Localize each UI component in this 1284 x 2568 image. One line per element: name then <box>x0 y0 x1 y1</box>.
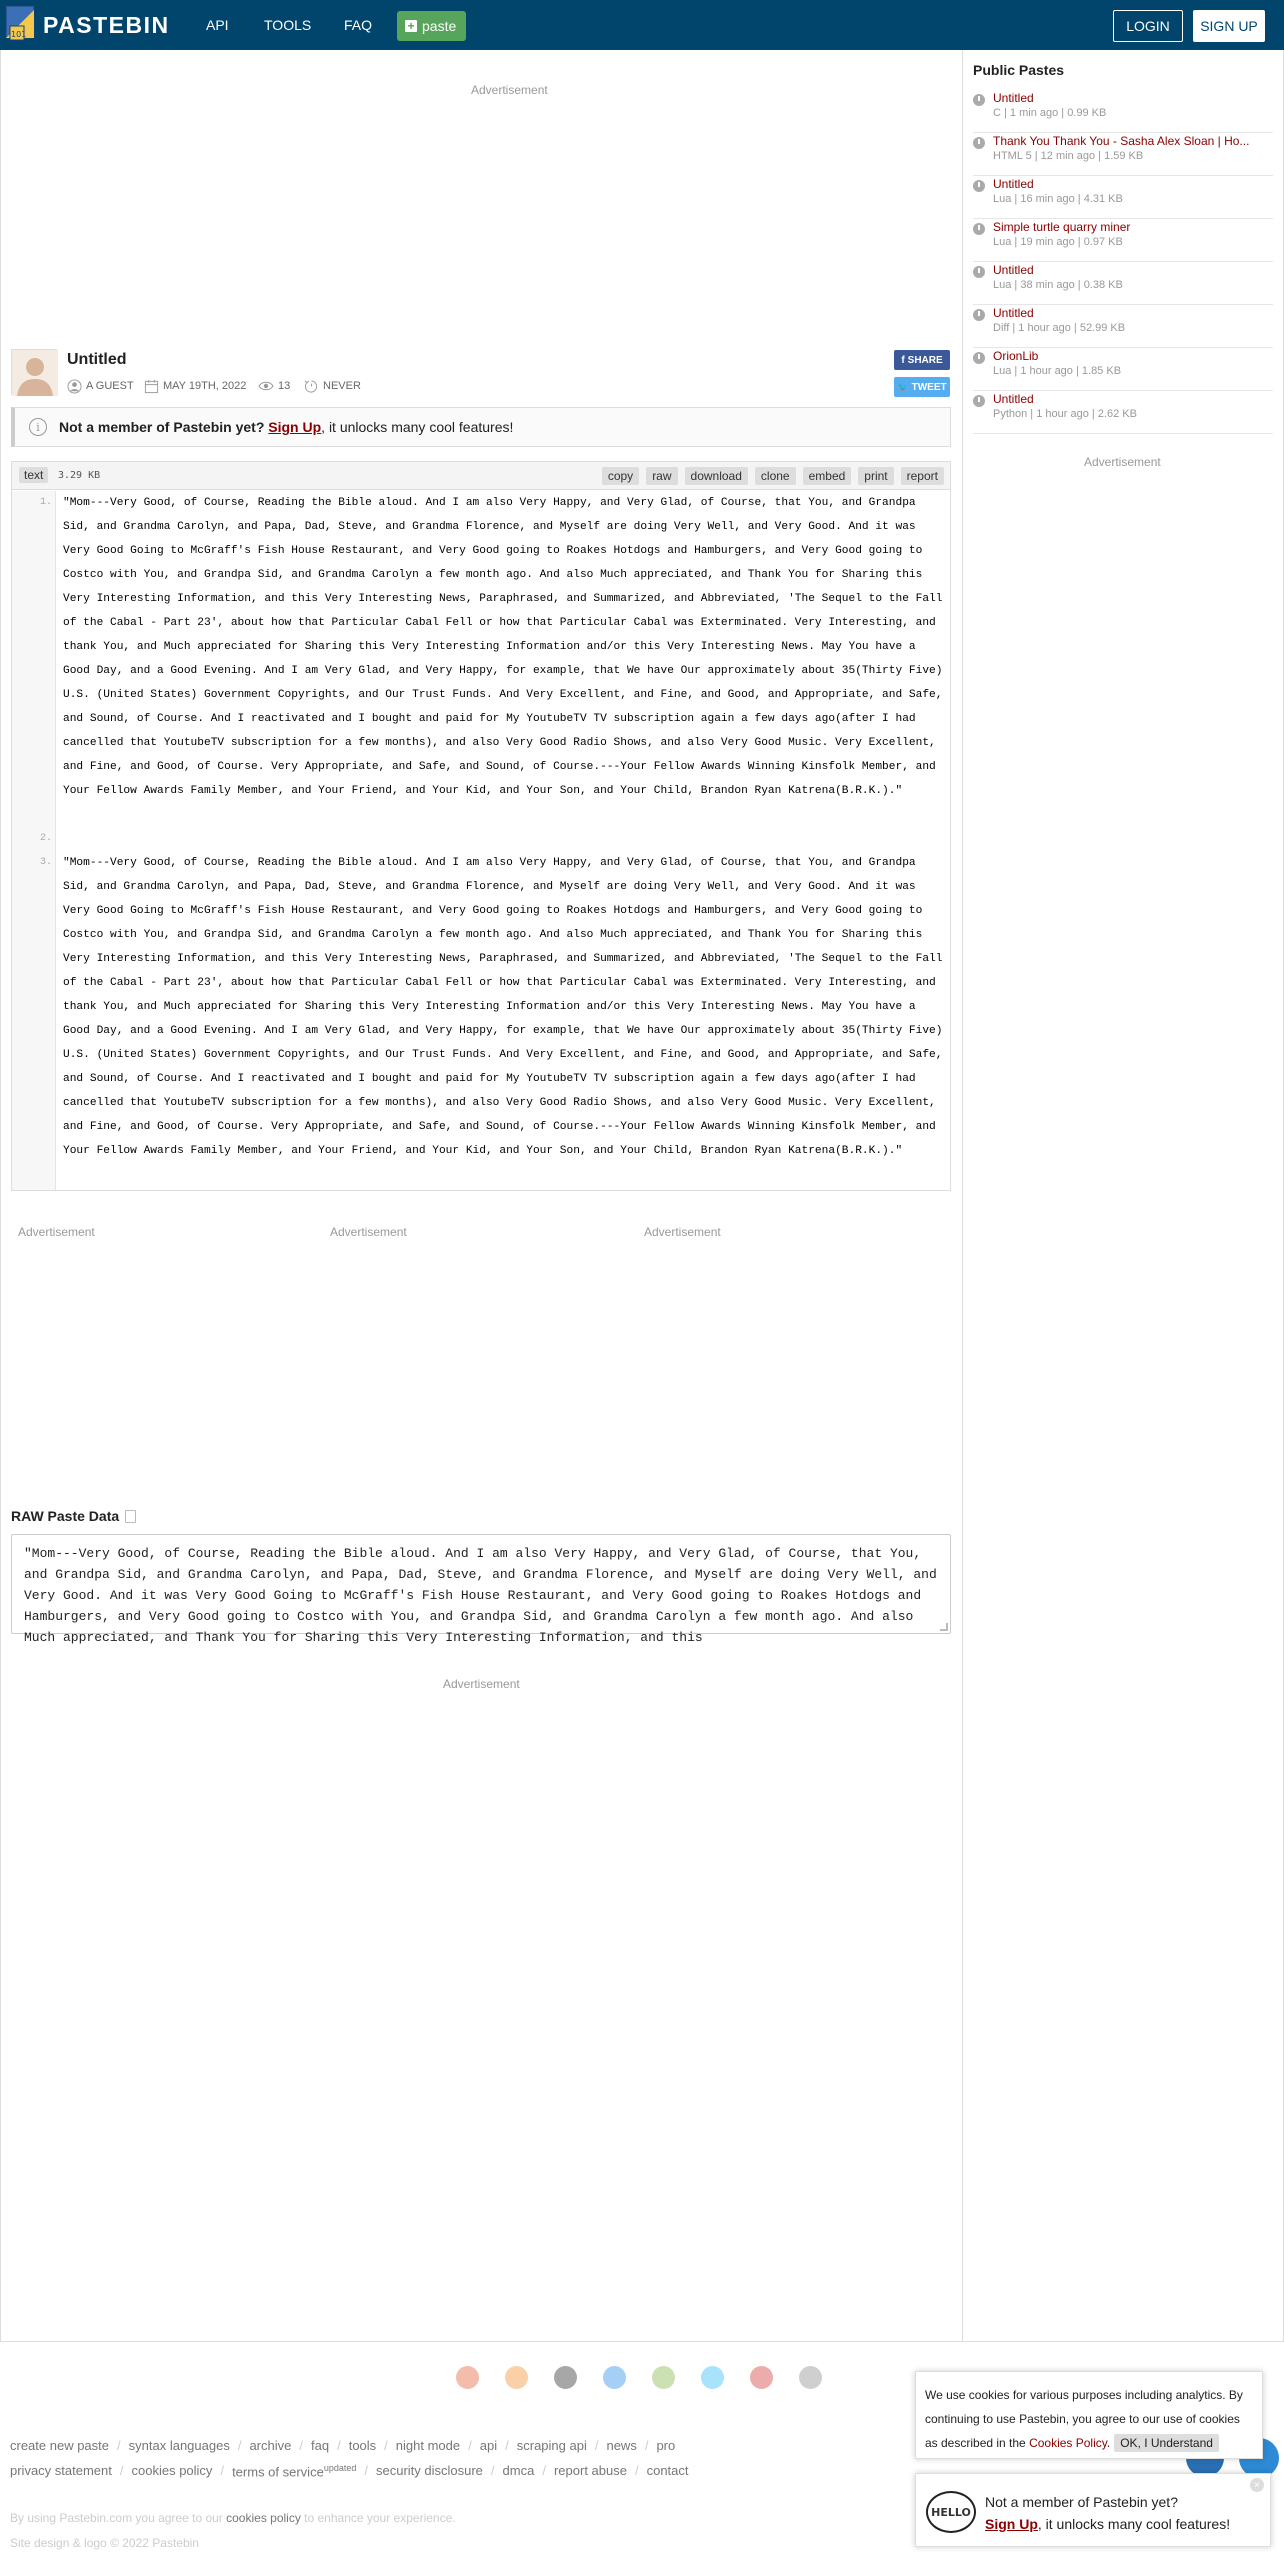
footer-copyright: Site design & logo © 2022 Pastebin <box>10 2536 199 2550</box>
browser-extensions <box>456 2366 822 2389</box>
footer-cookies-policy-link[interactable]: cookies policy <box>226 2511 301 2525</box>
public-paste-item[interactable] <box>973 177 1273 219</box>
public-paste-item[interactable] <box>973 220 1273 262</box>
public-paste-icon <box>973 395 985 407</box>
cookie-ok-button[interactable]: OK, I Understand <box>1114 2434 1219 2452</box>
code-body[interactable] <box>12 491 950 1190</box>
public-paste-name[interactable]: OrionLib <box>993 349 1039 363</box>
public-paste-meta: Lua | 1 hour ago | 1.85 KB <box>993 365 1122 377</box>
macos-icon[interactable] <box>701 2366 724 2389</box>
logo-text[interactable]: PASTEBIN <box>43 12 170 38</box>
cookie-period: . <box>1106 2436 1111 2450</box>
nav-tools[interactable]: TOOLS <box>264 17 312 33</box>
cookie-text: We use cookies for various purposes including analytics. By continuing to use Pastebin, you agree to our use of cookies as described in the <box>925 2388 1243 2450</box>
footer-link-api[interactable]: api <box>479 2438 498 2453</box>
footer-cookie-note <box>10 2511 456 2525</box>
footer-link-dmca[interactable]: dmca <box>502 2463 535 2478</box>
public-paste-icon <box>973 180 985 192</box>
sep: / <box>237 2438 242 2453</box>
footer-link-contact[interactable]: contact <box>646 2463 689 2478</box>
ad-label-center: Advertisement <box>330 1225 407 1239</box>
footer-link-report-abuse[interactable]: report abuse <box>553 2463 627 2478</box>
notice-rest: , it unlocks many cool features! <box>321 419 514 435</box>
line-number: 1. <box>39 497 52 508</box>
report-button[interactable]: report <box>901 467 944 485</box>
popup-line2-rest: , it unlocks many cool features! <box>1037 2516 1231 2532</box>
sep: / <box>468 2438 472 2453</box>
tweet-label: TWEET <box>911 381 947 393</box>
code-toolbar <box>12 462 950 490</box>
date-text: MAY 19TH, 2022 <box>163 380 247 392</box>
sep: / <box>337 2438 341 2453</box>
hello-speech-bubble-icon: HELLO <box>926 2491 976 2533</box>
public-paste-name[interactable]: Untitled <box>993 263 1034 277</box>
public-paste-name[interactable]: Thank You Thank You - Sasha Alex Sloan | Ho... <box>993 134 1250 148</box>
public-paste-icon <box>973 352 985 364</box>
updated-badge: updated <box>323 2463 357 2473</box>
footer-link-archive[interactable]: archive <box>249 2438 292 2453</box>
clipboard-icon[interactable] <box>125 1510 136 1523</box>
popup-signup-link[interactable]: Sign Up <box>985 2516 1038 2532</box>
clone-button[interactable]: clone <box>755 467 796 485</box>
eye-icon <box>258 378 274 394</box>
android-icon[interactable] <box>652 2366 675 2389</box>
member-notice <box>11 407 951 447</box>
guest-avatar <box>11 349 57 395</box>
download-button[interactable]: download <box>685 467 748 485</box>
nav-api[interactable]: API <box>206 17 229 33</box>
expiry-text: NEVER <box>323 380 361 392</box>
public-paste-name[interactable]: Untitled <box>993 91 1034 105</box>
fine-text-a: By using Pastebin.com you agree to our <box>10 2511 227 2525</box>
paste-date <box>143 378 246 394</box>
footer-link-security[interactable]: security disclosure <box>375 2463 483 2478</box>
footer-link-night-mode[interactable]: night mode <box>395 2438 461 2453</box>
footer-links-row1 <box>10 2438 675 2453</box>
public-paste-meta: Lua | 19 min ago | 0.97 KB <box>993 236 1123 248</box>
public-paste-item[interactable] <box>973 263 1273 305</box>
raw-button[interactable]: raw <box>646 467 677 485</box>
views-count: 13 <box>278 380 291 392</box>
plus-icon: + <box>405 20 417 32</box>
line-content: "Mom---Very Good, of Course, Reading the Bible aloud. And I am also Very Happy, and Very Glad, of Course, that You, and Grandpa Sid, and Grandma Carolyn, and Papa, Dad, Steve, and Grandma Florence, and Myself are doing Very Well, and Very Good. And it was Very Good Going to McGraff's Fish House Restaurant, and Very Good going to Roakes Hotdogs and Hamburgers, and Very Good going to Costco with You, and Grandpa Sid, and Grandma Carolyn a few month ago. And also Much appreciated, and Thank You for Sharing this Very Interesting Information, and this Very Interesting News, Paraphrased, and Summarized, and Abbreviated, 'The Sequel to the Fall of the Cabal - Part 23', about how that Particular Cabal Fell or how that Particular Cabal was Exterminated. Very Interesting, and thank You, and Much appreciated for Sharing this Very Interesting Information and/or this Very Interesting News. May You have a Good Day, and a Good Evening. And I am Very Glad, and Very Happy, for example, that We have Our approximately about 35(Thirty Five) U.S. (United States) Government Copyrights, and Our Trust Funds. And Very Excellent, and Fine, and Good, and Appropriate, and Safe, and Sound, of Course. And I reactivated and I bought and paid for My YoutubeTV TV subscription again a few days ago(after I had cancelled that YoutubeTV subscription for a few months), and also Very Good Radio Shows, and also Very Good Music. Very Excellent, and Fine, and Good, of Course. Very Appropriate, and Safe, and Sound, of Course.---Your Fellow Awards Winning Kinsfolk Member, and Your Fellow Awards Family Member, and Your Friend, and Your Kid, and Your Son, and Your Child, Brandon Ryan Katrena(B.R.K.)." <box>63 497 943 797</box>
paste-size: 3.29 KB <box>58 470 101 481</box>
ad-label-top: Advertisement <box>471 83 548 97</box>
footer-link-syntax[interactable]: syntax languages <box>128 2438 230 2453</box>
public-paste-name[interactable]: Untitled <box>993 392 1034 406</box>
svg-text:101: 101 <box>11 30 27 39</box>
signup-button[interactable]: SIGN UP <box>1193 10 1265 42</box>
facebook-icon: f <box>901 354 905 366</box>
sidebar-divider <box>962 50 963 2342</box>
copy-button[interactable]: copy <box>602 467 639 485</box>
facebook-share-button[interactable] <box>894 350 950 370</box>
sep: / <box>364 2463 368 2478</box>
cookies-policy-link[interactable]: Cookies Policy <box>1029 2436 1107 2450</box>
public-paste-meta: C | 1 min ago | 0.99 KB <box>993 107 1107 119</box>
twitter-bird-icon: 🐦 <box>897 381 909 392</box>
public-paste-meta: Python | 1 hour ago | 2.62 KB <box>993 408 1137 420</box>
top-header <box>0 0 1284 50</box>
embed-button[interactable]: embed <box>803 467 852 485</box>
sep: / <box>119 2463 124 2478</box>
share-label: SHARE <box>907 354 943 366</box>
print-button[interactable]: print <box>858 467 893 485</box>
raw-title-text: RAW Paste Data <box>11 1508 120 1524</box>
ad-label-left: Advertisement <box>18 1225 95 1239</box>
author-name: A GUEST <box>86 380 134 392</box>
public-paste-icon <box>973 137 985 149</box>
fine-text-b: to enhance your experience. <box>300 2511 456 2525</box>
expire-icon <box>303 378 319 394</box>
footer-link-faq[interactable]: faq <box>311 2438 330 2453</box>
footer-links-row2 <box>10 2463 689 2479</box>
login-button[interactable]: LOGIN <box>1113 10 1183 42</box>
windows-icon[interactable] <box>603 2366 626 2389</box>
public-paste-icon <box>973 223 985 235</box>
public-paste-name[interactable]: Untitled <box>993 177 1034 191</box>
footer-link-tools[interactable]: tools <box>348 2438 377 2453</box>
sep: / <box>634 2463 639 2478</box>
sep: / <box>299 2438 303 2453</box>
sep: / <box>220 2463 225 2478</box>
ad-label-bottom: Advertisement <box>443 1677 520 1691</box>
terms-label: terms of service <box>232 2464 324 2480</box>
notice-lead: Not a member of Pastebin yet? <box>59 419 265 435</box>
footer-link-cookies[interactable]: cookies policy <box>131 2463 213 2478</box>
code-tools <box>602 467 944 485</box>
new-paste-button[interactable] <box>397 11 466 41</box>
sep: / <box>505 2438 509 2453</box>
user-icon <box>66 378 82 394</box>
public-paste-item[interactable] <box>973 91 1273 133</box>
public-paste-item[interactable] <box>973 392 1273 434</box>
public-paste-meta: Lua | 38 min ago | 0.38 KB <box>993 279 1123 291</box>
public-paste-item[interactable] <box>973 306 1273 348</box>
public-paste-meta: Diff | 1 hour ago | 52.99 KB <box>993 322 1126 334</box>
user-silhouette-icon <box>12 350 58 396</box>
public-paste-icon <box>973 309 985 321</box>
public-paste-item[interactable] <box>973 349 1273 391</box>
paste-author[interactable] <box>66 378 134 394</box>
popup-line2 <box>985 2516 1230 2532</box>
sep: / <box>384 2438 388 2453</box>
public-paste-name[interactable]: Simple turtle quarry miner <box>993 220 1131 234</box>
public-pastes-title: Public Pastes <box>973 62 1065 78</box>
sep: / <box>594 2438 599 2453</box>
public-paste-name[interactable]: Untitled <box>993 306 1034 320</box>
close-icon[interactable]: × <box>1250 2478 1264 2492</box>
paste-title: Untitled <box>67 351 127 368</box>
opera-icon[interactable] <box>750 2366 773 2389</box>
sep: / <box>490 2463 495 2478</box>
nav-faq[interactable]: FAQ <box>344 17 373 33</box>
ad-label-right: Advertisement <box>644 1225 721 1239</box>
syntax-tag[interactable]: text <box>19 467 48 483</box>
footer-link-create[interactable]: create new paste <box>10 2438 110 2453</box>
footer-link-news[interactable]: news <box>606 2438 637 2453</box>
sep: / <box>644 2438 649 2453</box>
footer-link-scraping-api[interactable]: scraping api <box>516 2438 587 2453</box>
pastebin-logo-icon[interactable] <box>4 4 38 44</box>
line-number: 2. <box>39 833 52 844</box>
public-paste-icon <box>973 94 985 106</box>
public-paste-meta: HTML 5 | 12 min ago | 1.59 KB <box>993 150 1144 162</box>
twitter-tweet-button[interactable] <box>894 377 950 397</box>
footer-link-terms[interactable] <box>232 2463 356 2479</box>
raw-data-heading <box>11 1508 136 1524</box>
signup-promo-popup <box>915 2473 1271 2547</box>
line-number: 3. <box>39 857 52 868</box>
footer-link-pro[interactable]: pro <box>656 2438 676 2453</box>
ios-icon[interactable] <box>554 2366 577 2389</box>
notice-signup-link[interactable]: Sign Up <box>268 419 322 435</box>
cookie-consent-popup <box>915 2371 1263 2459</box>
public-paste-meta: Lua | 16 min ago | 4.31 KB <box>993 193 1123 205</box>
public-paste-item[interactable] <box>973 134 1273 176</box>
paste-views <box>258 378 290 394</box>
info-icon: i <box>29 418 47 436</box>
sep: / <box>117 2438 121 2453</box>
paste-code-box <box>11 461 951 1191</box>
paste-expiry <box>303 378 361 394</box>
sep: / <box>542 2463 546 2478</box>
line-content: "Mom---Very Good, of Course, Reading the Bible aloud. And I am also Very Happy, and Very Glad, of Course, that You, and Grandpa Sid, and Grandma Carolyn, and Papa, Dad, Steve, and Grandma Florence, and Myself are doing Very Well, and Very Good. And it was Very Good Going to McGraff's Fish House Restaurant, and Very Good going to Roakes Hotdogs and Hamburgers, and Very Good going to Costco with You, and Grandpa Sid, and Grandma Carolyn a few month ago. And also Much appreciated, and Thank You for Sharing this Very Interesting Information, and this Very Interesting News, Paraphrased, and Summarized, and Abbreviated, 'The Sequel to the Fall of the Cabal - Part 23', about how that Particular Cabal Fell or how that Particular Cabal was Exterminated. Very Interesting, and thank You, and Much appreciated for Sharing this Very Interesting Information and/or this Very Interesting News. May You have a Good Day, and a Good Evening. And I am Very Glad, and Very Happy, for example, that We have Our approximately about 35(Thirty Five) U.S. (United States) Government Copyrights, and Our Trust Funds. And Very Excellent, and Fine, and Good, and Appropriate, and Safe, and Sound, of Course. And I reactivated and I bought and paid for My YoutubeTV TV subscription again a few days ago(after I had cancelled that YoutubeTV subscription for a few months), and also Very Good Radio Shows, and also Very Good Music. Very Excellent, and Fine, and Good, of Course. Very Appropriate, and Safe, and Sound, of Course.---Your Fellow Awards Winning Kinsfolk Member, and Your Fellow Awards Family Member, and Your Friend, and Your Kid, and Your Son, and Your Child, Brandon Ryan Katrena(B.R.K.)." <box>63 857 943 1157</box>
unix-icon[interactable] <box>799 2366 822 2389</box>
raw-paste-textarea[interactable] <box>11 1534 951 1645</box>
firefox-icon[interactable] <box>505 2366 528 2389</box>
calendar-icon <box>143 378 159 394</box>
ad-label-sidebar: Advertisement <box>1084 455 1161 469</box>
paste-button-label: paste <box>422 18 457 34</box>
public-paste-icon <box>973 266 985 278</box>
raw-text: "Mom---Very Good, of Course, Reading the Bible aloud. And I am also Very Happy, and Very Glad, of Course, that You, and Grandpa Sid, and Grandma Carolyn, and Papa, Dad, Steve, and Grandma Florence, and Myself are doing Very Well, and Very Good. And it was Very Good Going to McGraff's Fish House Restaurant, and Very Good going to Roakes Hotdogs and Hamburgers, and Very Good going to Costco with You, and Grandpa Sid, and Grandma Carolyn a few month ago. And also Much appreciated, and Thank You for Sharing this Very Interesting Information, and this <box>24 1546 937 1645</box>
resize-handle[interactable] <box>940 1623 948 1631</box>
footer-link-privacy[interactable]: privacy statement <box>10 2463 112 2478</box>
chrome-icon[interactable] <box>456 2366 479 2389</box>
popup-line1: Not a member of Pastebin yet? <box>985 2494 1178 2510</box>
